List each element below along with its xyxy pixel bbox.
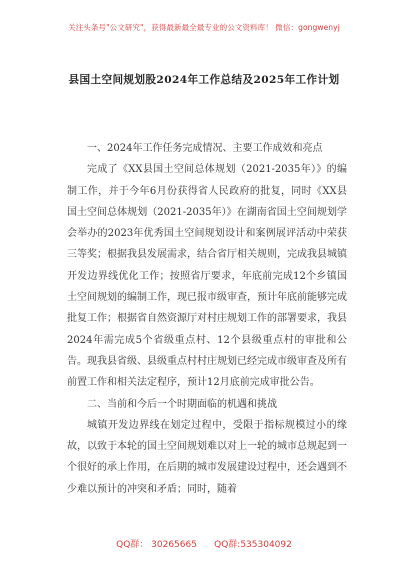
document-title: 县国土空间规划股2024年工作总结及2025年工作计划 [68,74,340,86]
document-body [67,138,347,500]
paragraph-1: 完成了《XX县国土空间总体规划（2021-2035年）》的编制工作，并于今年6月份获得省人民政府的批复，同时《XX县国土空间总体规划（2021-2035年）》在湖南省国土空间规划学会举办的2023年优秀国土空间规划设计和案例展评活动中荣获三等奖；根据我县发展需求，结合省厅相关规则，完成我县城镇开发边界线优化工作；按照省厅要求，年底前完成12个乡镇国土空间规划的编制工作，现已报市级审查，预计年底前能够完成批复工作；根据省自然资源厅对村庄规划工作的部署要求，我县2024年需完成5个省级重点村、12个县级重点村的审批和公告。现我县省级、县级重点村村庄规划已经完成市级审查及所有前置工作和相关法定程序，预计12月底前完成审批公告。 [67,164,347,389]
paragraph-2: 城镇开发边界线在划定过程中，受限于指标规模过小的缘故，以致于本轮的国土空间规划难以对上一轮的城市总规起到一个很好的承上作用，在后期的城市发展建设过程中，还会遇到不少难以预计的冲突和矛盾；同时，随着 [67,419,347,495]
section-heading-1: 一、2024年工作任务完成情况、主要工作成效和亮点 [87,143,323,154]
section-heading-2: 二、当前和今后一个时期面临的机遇和挑战 [87,398,277,410]
footer-contact: QQ群： 30265665 QQ群:535304092 [116,540,292,550]
header-banner: 关注头条号"公文研究"，获得最新最全最专业的公文资料库！ 微信：gongwenyj [68,23,340,32]
